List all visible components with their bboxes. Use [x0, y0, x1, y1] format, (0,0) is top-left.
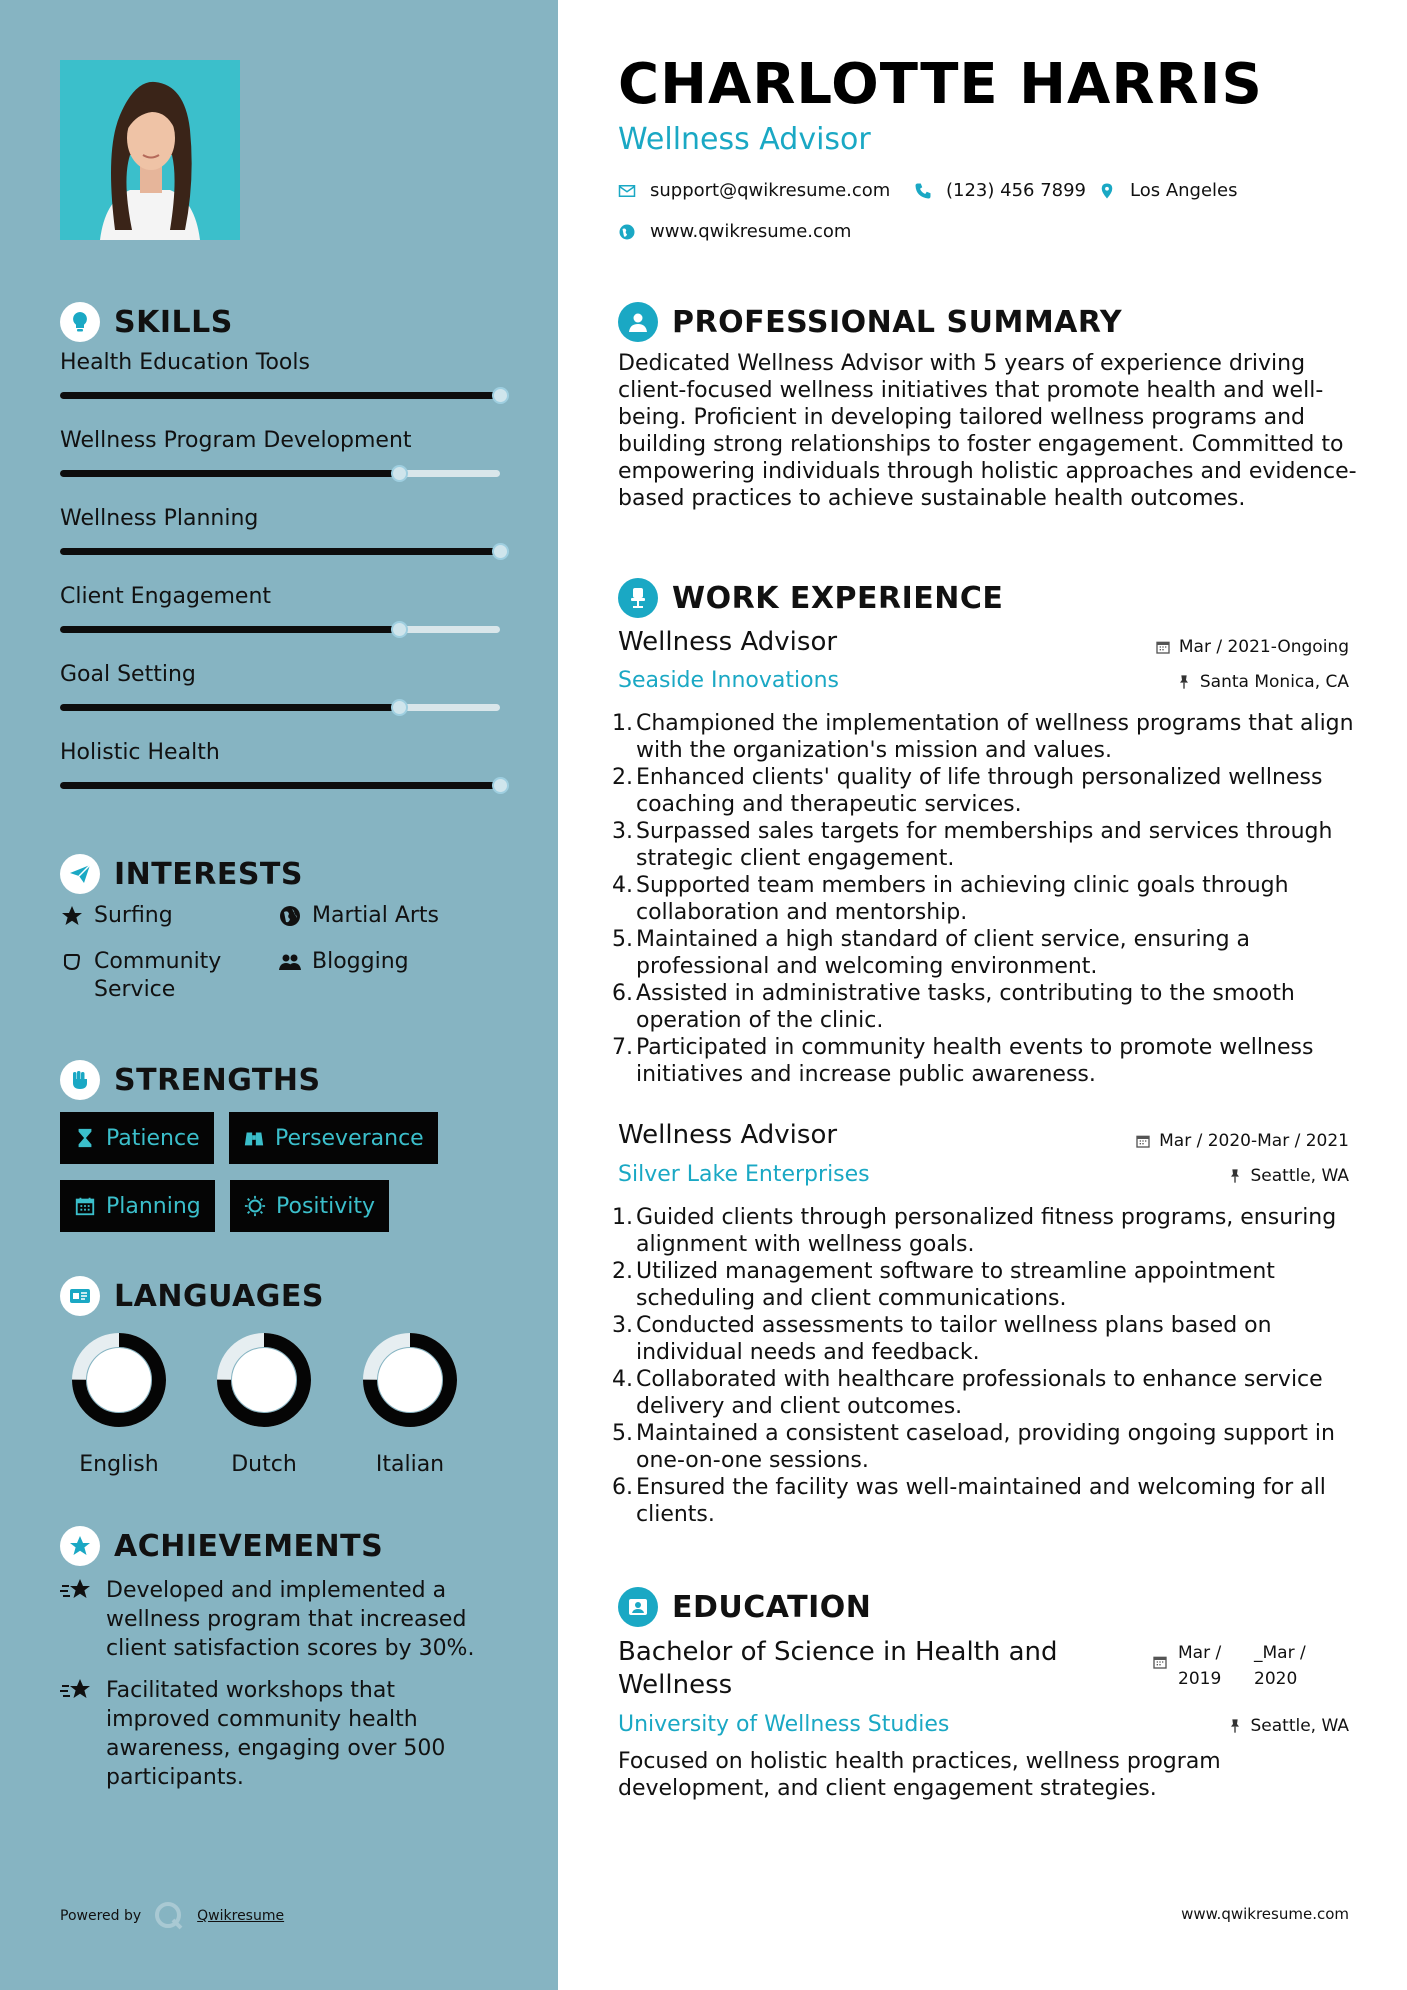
- bullet-item: [612, 1420, 1357, 1474]
- interest-label: Community Service: [94, 949, 222, 1002]
- email-text[interactable]: support@qwikresume.com: [650, 180, 891, 201]
- bullet-text: Utilized management software to streamline appointment scheduling and client communications.: [636, 1259, 1275, 1311]
- bullet-item: [612, 1204, 1357, 1258]
- bullet-number: 2.: [612, 765, 633, 790]
- skill-bar-knob: [492, 387, 509, 404]
- star-badge-icon: [60, 1526, 100, 1566]
- pushpin-icon: [1227, 1718, 1243, 1734]
- bullet-text: Ensured the facility was well-maintained and welcoming for all clients.: [636, 1475, 1326, 1527]
- education-start: Mar / 2019: [1178, 1643, 1222, 1689]
- skill-bar-knob: [492, 543, 509, 560]
- interests-title: INTERESTS: [114, 856, 303, 892]
- summary-title: PROFESSIONAL SUMMARY: [672, 304, 1123, 340]
- bullet-item: [612, 980, 1357, 1034]
- lightbulb-icon: [60, 302, 100, 342]
- strength-label: Positivity: [276, 1193, 376, 1219]
- star-icon: [60, 904, 84, 928]
- bullet-item: [612, 818, 1357, 872]
- bullet-text: Participated in community health events to promote wellness initiatives and increase public awareness.: [636, 1035, 1314, 1087]
- job-company: Silver Lake Enterprises: [618, 1162, 870, 1187]
- job-location-text: Santa Monica, CA: [1199, 672, 1349, 692]
- bullet-number: 4.: [612, 1367, 633, 1392]
- language-ring-center: [378, 1348, 442, 1412]
- bullet-text: Conducted assessments to tailor wellness plans based on individual needs and feedback.: [636, 1313, 1272, 1365]
- interest-label: Surfing: [94, 903, 173, 928]
- bullet-text: Championed the implementation of wellness programs that align with the organization's mission and values.: [636, 711, 1354, 763]
- bullet-item: [612, 1312, 1357, 1366]
- education-location: [1227, 1716, 1350, 1736]
- contact-phone[interactable]: [914, 180, 1086, 201]
- skills-heading: [60, 302, 233, 342]
- skill-bar-fill: [60, 470, 399, 477]
- language-ring: [360, 1330, 460, 1430]
- bullet-item: [612, 1258, 1357, 1312]
- calendar-icon: [1135, 1133, 1151, 1149]
- skill-name: Holistic Health: [60, 740, 220, 765]
- job-dates-text: Mar / 2021-Ongoing: [1178, 637, 1349, 657]
- qwikresume-logo-icon: [153, 1900, 185, 1932]
- achievement-text: Facilitated workshops that improved community health awareness, engaging over 500 participants.: [106, 1678, 446, 1790]
- language-ring: [69, 1330, 169, 1430]
- bullet-text: Maintained a high standard of client service, ensuring a professional and welcoming environment.: [636, 927, 1251, 979]
- sun-icon: [244, 1195, 266, 1217]
- skill-item: [60, 506, 500, 531]
- language-name: English: [79, 1452, 159, 1477]
- strength-label: Patience: [106, 1125, 200, 1151]
- location-text: Los Angeles: [1130, 180, 1238, 201]
- job-dates: [1135, 1131, 1349, 1151]
- bullet-item: [612, 1474, 1357, 1528]
- education-heading: [618, 1587, 871, 1627]
- skill-item: [60, 740, 500, 765]
- bullet-number: 5.: [612, 1421, 633, 1446]
- strength-badge-planning: [60, 1180, 215, 1232]
- job-title: Wellness Advisor: [618, 627, 838, 657]
- skill-bar-knob: [391, 465, 408, 482]
- language-item: [64, 1330, 174, 1477]
- skill-name: Wellness Program Development: [60, 428, 412, 453]
- language-item: [209, 1330, 319, 1477]
- globe-icon: [278, 904, 302, 928]
- job-dates: [1155, 637, 1349, 657]
- experience-heading: [618, 578, 1003, 618]
- bullet-item: [612, 710, 1357, 764]
- summary-heading: [618, 302, 1122, 342]
- phone-text[interactable]: (123) 456 7899: [946, 180, 1087, 201]
- skill-item: [60, 428, 500, 453]
- calendar-icon: [74, 1195, 96, 1217]
- powered-by: [60, 1900, 284, 1932]
- skill-bar-fill: [60, 626, 399, 633]
- bullet-text: Enhanced clients' quality of life through personalized wellness coaching and therapeutic services.: [636, 765, 1323, 817]
- hand-icon: [60, 950, 84, 974]
- language-ring-center: [232, 1348, 296, 1412]
- bullet-item: [612, 1034, 1357, 1088]
- bullet-number: 4.: [612, 873, 633, 898]
- job-dates-text: Mar / 2020-Mar / 2021: [1159, 1131, 1349, 1151]
- phone-icon: [914, 182, 932, 200]
- summary-text: Dedicated Wellness Advisor with 5 years of experience driving client-focused wellness initiatives that promote health and well-being. Proficient in developing tailored wellness programs and building strong relationships to foster engagement. Committed to empowering individuals through holistic approaches and evidence-based practices to achieve sustainable health outcomes.: [618, 351, 1357, 511]
- language-card-icon: [60, 1276, 100, 1316]
- interest-item-martial-arts: [278, 902, 439, 930]
- skill-item: [60, 350, 500, 375]
- user-icon: [618, 302, 658, 342]
- bullet-text: Assisted in administrative tasks, contributing to the smooth operation of the clinic.: [636, 981, 1295, 1033]
- powered-by-label: Powered by: [60, 1908, 142, 1924]
- skill-item: [60, 662, 500, 687]
- bullet-item: [612, 764, 1357, 818]
- bullet-number: 1.: [612, 711, 633, 736]
- bullet-item: [612, 926, 1357, 980]
- language-ring-center: [87, 1348, 151, 1412]
- binoculars-icon: [243, 1127, 265, 1149]
- bullet-number: 5.: [612, 927, 633, 952]
- map-pin-icon: [1098, 182, 1116, 200]
- footer-website[interactable]: www.qwikresume.com: [1181, 1905, 1349, 1923]
- job-company: Seaside Innovations: [618, 668, 839, 693]
- skill-bar-fill: [60, 548, 500, 555]
- interest-item-community-service: [60, 948, 260, 1004]
- achievements-heading: [60, 1526, 383, 1566]
- skill-bar-fill: [60, 392, 500, 399]
- sidebar: [0, 0, 558, 1990]
- bullet-number: 3.: [612, 1313, 633, 1338]
- skill-bar-knob: [492, 777, 509, 794]
- strength-badge-positivity: [230, 1180, 389, 1232]
- strengths-heading: [60, 1060, 321, 1100]
- interest-item-surfing: [60, 902, 173, 930]
- skill-bar: [60, 548, 500, 555]
- bullet-number: 3.: [612, 819, 633, 844]
- education-title: EDUCATION: [672, 1589, 872, 1625]
- bullet-number: 2.: [612, 1259, 633, 1284]
- skill-bar-fill: [60, 704, 399, 711]
- contact-website[interactable]: [618, 221, 851, 242]
- language-item: [355, 1330, 465, 1477]
- education-end: _Mar / 2020: [1254, 1643, 1306, 1689]
- profile-photo: [60, 60, 240, 240]
- bullet-number: 7.: [612, 1035, 633, 1060]
- languages-heading: [60, 1276, 324, 1316]
- paper-plane-icon: [60, 854, 100, 894]
- job-title: Wellness Advisor: [618, 1120, 838, 1150]
- job-bullets: [612, 1204, 1357, 1528]
- languages-title: LANGUAGES: [114, 1278, 324, 1314]
- job-location: [1227, 1166, 1350, 1186]
- hourglass-icon: [74, 1127, 96, 1149]
- skill-bar: [60, 392, 500, 399]
- interests-heading: [60, 854, 303, 894]
- strength-badge-patience: [60, 1112, 214, 1164]
- pushpin-icon: [1227, 1168, 1243, 1184]
- office-chair-icon: [618, 578, 658, 618]
- bullet-text: Maintained a consistent caseload, providing ongoing support in one-on-one sessions.: [636, 1421, 1335, 1473]
- skill-bar: [60, 626, 500, 633]
- skill-bar: [60, 704, 500, 711]
- candidate-name: CHARLOTTE HARRIS: [618, 52, 1263, 117]
- bullet-item: [612, 1366, 1357, 1420]
- skill-name: Wellness Planning: [60, 506, 259, 531]
- skill-item: [60, 584, 500, 609]
- achievement-item: [60, 1576, 500, 1663]
- shooting-star-icon: [60, 1676, 94, 1706]
- school-name: University of Wellness Studies: [618, 1712, 950, 1737]
- contact-email[interactable]: [618, 180, 890, 201]
- degree-title: Bachelor of Science in Health and Wellness: [618, 1637, 1058, 1700]
- users-icon: [278, 950, 302, 974]
- qwikresume-link[interactable]: Qwikresume: [197, 1908, 285, 1924]
- bullet-text: Supported team members in achieving clinic goals through collaboration and mentorship.: [636, 873, 1289, 925]
- interest-item-blogging: [278, 948, 409, 976]
- job-location: [1176, 672, 1349, 692]
- bullet-text: Guided clients through personalized fitness programs, ensuring alignment with wellness goals.: [636, 1205, 1337, 1257]
- bullet-number: 6.: [612, 1475, 633, 1500]
- interest-label: Martial Arts: [312, 903, 440, 928]
- contact-location: [1098, 180, 1238, 201]
- language-ring: [214, 1330, 314, 1430]
- experience-title: WORK EXPERIENCE: [672, 580, 1004, 616]
- achievements-title: ACHIEVEMENTS: [114, 1528, 384, 1564]
- skill-name: Health Education Tools: [60, 350, 310, 375]
- interest-label: Blogging: [312, 949, 409, 974]
- bullet-number: 6.: [612, 981, 633, 1006]
- education-location-text: Seattle, WA: [1250, 1716, 1349, 1736]
- graduation-icon: [618, 1587, 658, 1627]
- job-bullets: [612, 710, 1357, 1088]
- envelope-icon: [618, 182, 636, 200]
- strength-label: Perseverance: [275, 1125, 424, 1151]
- pushpin-icon: [1176, 674, 1192, 690]
- website-text[interactable]: www.qwikresume.com: [650, 221, 852, 242]
- calendar-icon: [1155, 639, 1171, 655]
- language-name: Italian: [375, 1452, 445, 1477]
- bullet-text: Surpassed sales targets for memberships and services through strategic client engagement.: [636, 819, 1333, 871]
- education-description: Focused on holistic health practices, wellness program development, and client engagement strategies.: [618, 1749, 1221, 1801]
- bullet-text: Collaborated with healthcare professionals to enhance service delivery and client outcomes.: [636, 1367, 1323, 1419]
- bullet-number: 1.: [612, 1205, 633, 1230]
- strengths-title: STRENGTHS: [114, 1062, 321, 1098]
- skill-bar-knob: [391, 699, 408, 716]
- skills-title: SKILLS: [114, 304, 233, 340]
- education-dates: [1152, 1640, 1312, 1692]
- shooting-star-icon: [60, 1576, 94, 1606]
- skill-bar: [60, 470, 500, 477]
- bullet-item: [612, 872, 1357, 926]
- skill-bar-knob: [391, 621, 408, 638]
- strength-badge-perseverance: [229, 1112, 438, 1164]
- skill-name: Goal Setting: [60, 662, 196, 687]
- calendar-icon: [1152, 1654, 1168, 1670]
- candidate-role: Wellness Advisor: [618, 122, 871, 157]
- skill-name: Client Engagement: [60, 584, 272, 609]
- skill-bar: [60, 782, 500, 789]
- strength-label: Planning: [106, 1193, 201, 1219]
- language-name: Dutch: [231, 1452, 297, 1477]
- achievement-item: [60, 1676, 500, 1792]
- fist-icon: [60, 1060, 100, 1100]
- skill-bar-fill: [60, 782, 500, 789]
- job-location-text: Seattle, WA: [1250, 1166, 1349, 1186]
- globe-icon: [618, 223, 636, 241]
- achievement-text: Developed and implemented a wellness program that increased client satisfaction scores by 30%.: [106, 1578, 475, 1661]
